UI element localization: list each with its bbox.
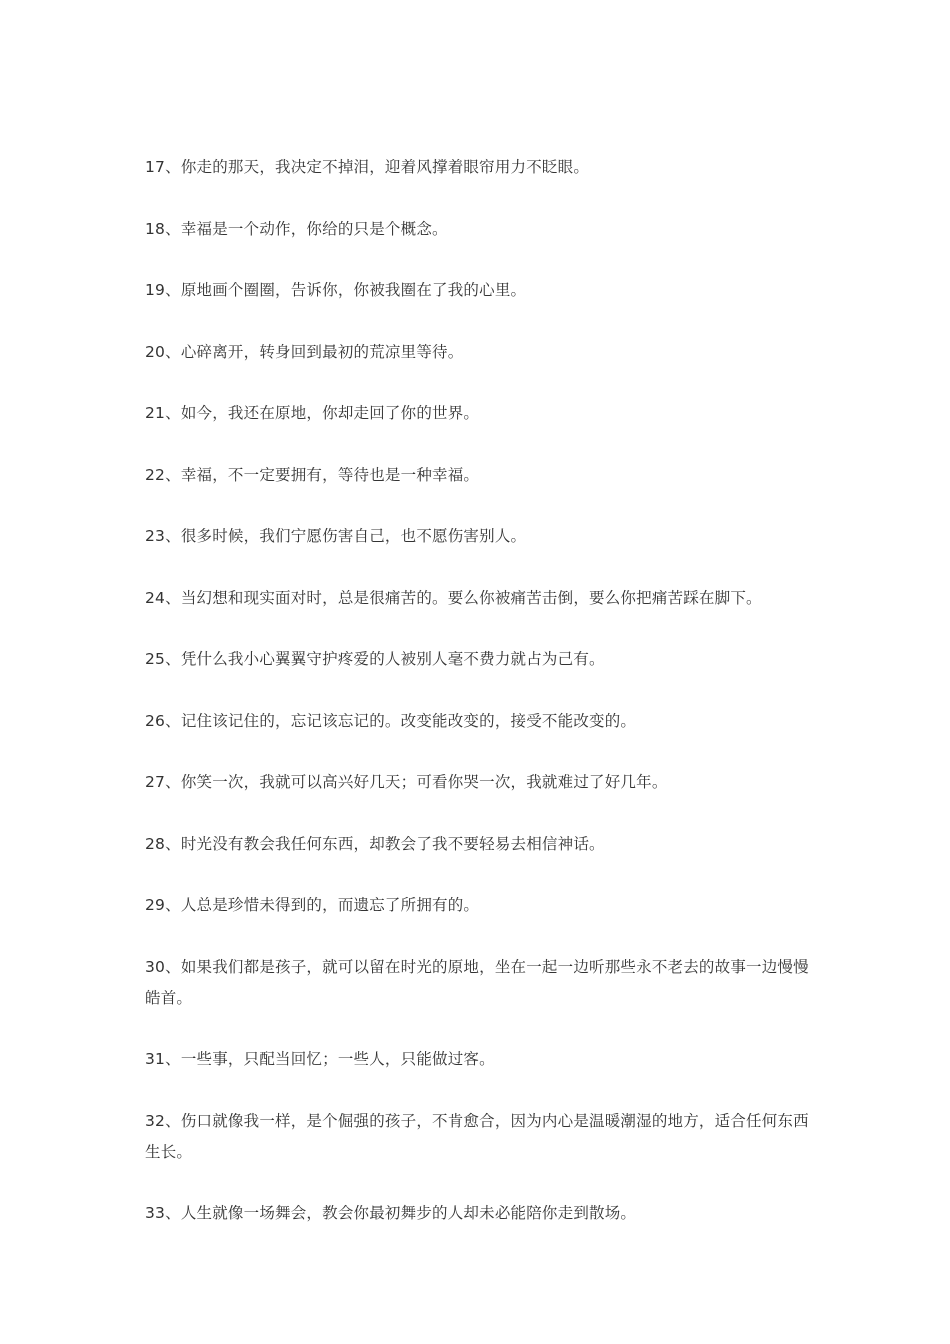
quote-list [145, 152, 810, 1260]
quote-item: 32、伤口就像我一样，是个倔强的孩子，不肯愈合，因为内心是温暖潮湿的地方，适合任何东西生长。 [145, 1111, 809, 1161]
quote-item: 28、时光没有教会我任何东西，却教会了我不要轻易去相信神话。 [145, 834, 605, 853]
quote-item: 18、幸福是一个动作，你给的只是个概念。 [145, 219, 448, 238]
quote-item: 26、记住该记住的，忘记该忘记的。改变能改变的，接受不能改变的。 [145, 711, 637, 730]
quote-item: 24、当幻想和现实面对时，总是很痛苦的。要么你被痛苦击倒，要么你把痛苦踩在脚下。 [145, 588, 762, 607]
quote-item: 19、原地画个圈圈，告诉你，你被我圈在了我的心里。 [145, 281, 527, 299]
quote-item: 21、如今，我还在原地，你却走回了你的世界。 [145, 404, 480, 422]
quote-item: 31、一些事，只配当回忆；一些人，只能做过客。 [145, 1050, 495, 1068]
quote-item: 23、很多时候，我们宁愿伤害自己，也不愿伤害别人。 [145, 527, 527, 545]
quote-item: 20、心碎离开，转身回到最初的荒凉里等待。 [145, 342, 464, 361]
quote-item: 30、如果我们都是孩子，就可以留在时光的原地，坐在一起一边听那些永不老去的故事一边慢慢皓首。 [145, 957, 809, 1007]
quote-item: 17、你走的那天，我决定不掉泪，迎着风撑着眼帘用力不眨眼。 [145, 158, 590, 176]
quote-item: 25、凭什么我小心翼翼守护疼爱的人被别人毫不费力就占为己有。 [145, 650, 605, 668]
quote-item: 27、你笑一次，我就可以高兴好几天；可看你哭一次，我就难过了好几年。 [145, 773, 668, 791]
quote-item: 33、人生就像一场舞会，教会你最初舞步的人却未必能陪你走到散场。 [145, 1204, 637, 1222]
quote-item: 22、幸福，不一定要拥有，等待也是一种幸福。 [145, 465, 480, 484]
quote-item: 29、人总是珍惜未得到的，而遗忘了所拥有的。 [145, 896, 480, 914]
